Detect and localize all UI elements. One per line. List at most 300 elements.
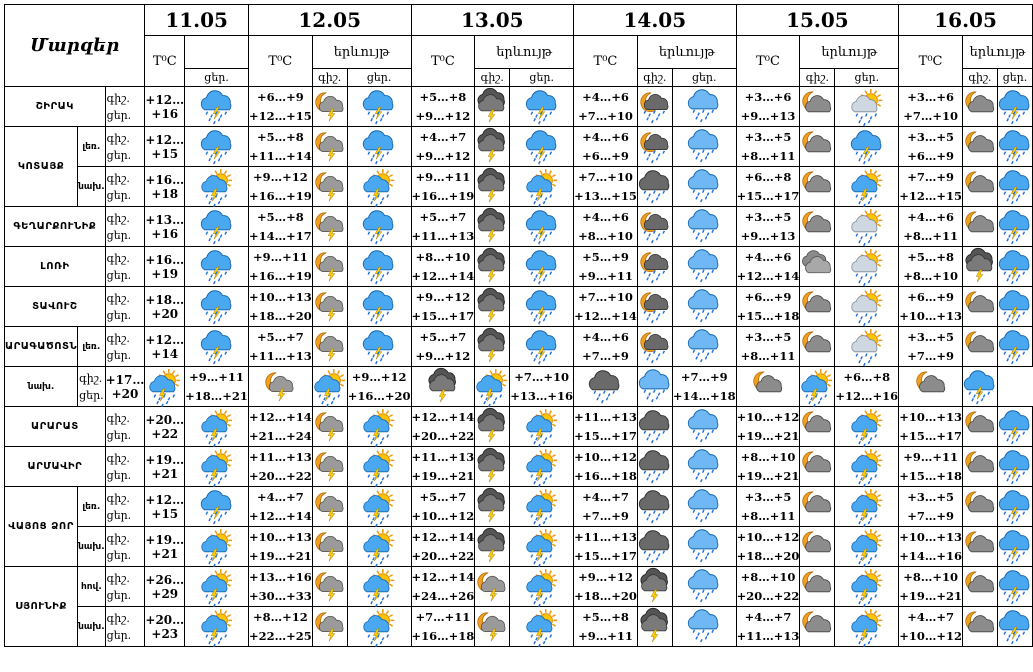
weather-rain-icon [672, 567, 736, 607]
night-temp: +8…+10 [903, 569, 958, 584]
weather-rain-storm-icon [347, 287, 411, 327]
weather-sun-storm-icon [347, 607, 411, 647]
weather-rain-storm-icon [997, 127, 1032, 167]
day-temp: +10…+12 [411, 508, 475, 523]
temp-cell [248, 567, 312, 607]
weather-rain-storm-icon [185, 247, 249, 287]
temp-cell [411, 87, 475, 127]
temp-cell: +16…+19 [145, 247, 185, 287]
weather-rain-icon [672, 127, 736, 167]
weather-rain-icon [672, 287, 736, 327]
weather-rain-storm-icon [997, 527, 1032, 567]
weather-moon-cloud-icon [800, 287, 835, 327]
night-temp: +4…+7 [582, 489, 629, 504]
day-temp: +12…+14 [411, 268, 475, 283]
night-temp: +12…+14 [411, 409, 475, 424]
day-temp: +21…+24 [248, 428, 312, 443]
subregion-name: լեռ. [78, 127, 106, 167]
table-row [5, 367, 1033, 407]
day-temp: +15…+17 [574, 548, 637, 563]
day-temp: +18…+20 [248, 308, 312, 323]
weather-moon-storm-icon [312, 447, 347, 487]
night-temp: +4…+7 [744, 609, 792, 624]
temp-cell [899, 287, 963, 327]
day-label: ցեր. [106, 308, 132, 322]
temp-cell: +17…+20 [105, 367, 145, 407]
weather-dark-storm-icon [475, 287, 510, 327]
day-temp: +16…+19 [411, 188, 475, 203]
temp-cell [185, 367, 249, 407]
weather-moon-storm-icon [248, 367, 312, 407]
night-temp: +5…+7 [419, 489, 467, 504]
weather-moon-cloud-icon [962, 487, 997, 527]
weather-dark-storm-icon [475, 87, 510, 127]
day-temp: +7…+9 [907, 508, 954, 523]
day-subheader: ցեր. [510, 69, 574, 87]
weather-sun-storm-icon [835, 527, 899, 567]
day-temp: +19…+21 [899, 588, 962, 603]
day-temp: +10…+12 [899, 628, 962, 643]
weather-moon-storm-icon [312, 567, 347, 607]
temp-cell [899, 487, 963, 527]
weather-moon-cloud-icon [962, 207, 997, 247]
night-temp: +6…+8 [744, 169, 792, 184]
weather-rain-storm-icon [997, 607, 1032, 647]
day-temp: +6…+9 [907, 148, 954, 163]
weather-moon-storm-icon [312, 527, 347, 567]
temp-cell: +13…+16 [145, 207, 185, 247]
day-temp: +7…+10 [903, 108, 958, 123]
table-row [5, 567, 1033, 607]
weather-rain-cloud-icon [574, 367, 638, 407]
day-temp: +11…+14 [248, 148, 312, 163]
temp-cell [736, 87, 800, 127]
day-label: ցեր. [106, 588, 132, 602]
temp-cell [411, 327, 475, 367]
region-name: ՏԱՎՈՒՇ [5, 287, 106, 327]
night-temp: +3…+6 [907, 89, 954, 104]
temp-cell: +20…+22 [145, 407, 185, 447]
temp-cell: +16…+18 [145, 167, 185, 207]
weather-sun-storm-icon [510, 407, 574, 447]
day-temp: +12…+14 [736, 268, 800, 283]
region-name: ԱՐԱԳԱԾՈՏՆ [5, 327, 78, 367]
weather-dark-storm-icon [475, 447, 510, 487]
temp-cell [411, 127, 475, 167]
phenomenon-header: երևույթ [475, 36, 574, 69]
weather-rain-icon [672, 607, 736, 647]
temp-cell [672, 367, 736, 407]
temp-cell [899, 407, 963, 447]
weather-rain-cloud-icon [637, 407, 672, 447]
night-temp: +5…+8 [256, 129, 304, 144]
night-temp: +9…+11 [415, 169, 471, 184]
region-name: ԱՐԱՐԱՏ [5, 407, 106, 447]
temp-cell [736, 447, 800, 487]
weather-moon-storm-icon [475, 567, 510, 607]
temp-cell [248, 447, 312, 487]
weather-dark-storm-icon [475, 327, 510, 367]
day-temp: +8…+10 [903, 268, 958, 283]
night-temp: +9…+12 [415, 289, 471, 304]
day-temp: +15…+17 [736, 188, 800, 203]
night-temp: +11…+13 [574, 409, 637, 424]
temp-cell [899, 567, 963, 607]
weather-rain-storm-icon [997, 407, 1032, 447]
day-label: ցեր. [106, 628, 132, 642]
night-label: գիշ. [106, 611, 130, 625]
temp-cell [248, 607, 312, 647]
weather-sun-storm-icon [185, 567, 249, 607]
day-temp: +16…+19 [248, 268, 312, 283]
night-temp: +10…+13 [899, 409, 962, 424]
day-temp: +18…+20 [574, 588, 637, 603]
day-temp: +7…+9 [582, 348, 629, 363]
weather-moon-cloud-icon [962, 87, 997, 127]
day-temp: +15…+18 [899, 468, 962, 483]
weather-moon-storm-icon [312, 327, 347, 367]
weather-moon-rain-icon [637, 207, 672, 247]
day-temp: +16…+18 [574, 468, 637, 483]
weather-dark-storm-icon [637, 607, 672, 647]
weather-rain-storm-icon [185, 327, 249, 367]
weather-moon-storm-icon [312, 607, 347, 647]
temp-cell: +12…+16 [145, 87, 185, 127]
weather-rain-icon [672, 327, 736, 367]
temp-cell [899, 247, 963, 287]
night-temp: +8…+10 [740, 449, 796, 464]
region-name: ՍՅՈՒՆԻՔ [5, 567, 78, 647]
weather-rain-icon [672, 527, 736, 567]
weather-sun-storm-icon [510, 607, 574, 647]
subregion-name: լեռ. [78, 487, 106, 527]
day-night-labels [105, 607, 145, 647]
night-temp: +7…+9 [907, 169, 954, 184]
day-label: ցեր. [106, 348, 132, 362]
temp-cell [899, 527, 963, 567]
day-night-labels [105, 567, 145, 607]
day-label: ցեր. [106, 148, 132, 162]
weather-moon-rain-icon [637, 327, 672, 367]
night-label: գիշ. [106, 171, 130, 185]
weather-rain-icon [672, 87, 736, 127]
weather-moon-cloud-icon [962, 127, 997, 167]
temp-cell [574, 127, 638, 167]
weather-rain-icon [672, 407, 736, 447]
table-row [5, 607, 1033, 647]
weather-rain-cloud-icon [637, 167, 672, 207]
night-temp: +5…+8 [419, 89, 467, 104]
night-label: գիշ. [106, 331, 130, 345]
weather-sun-storm-icon [510, 567, 574, 607]
temp-cell [736, 607, 800, 647]
weather-rain-storm-icon [997, 487, 1032, 527]
weather-rain-storm-icon [962, 367, 997, 407]
night-temp: +3…+5 [744, 489, 792, 504]
weather-grey-cloud-icon [800, 247, 835, 287]
day-temp: +8…+11 [740, 148, 796, 163]
table-row [5, 247, 1033, 287]
day-temp: +15…+18 [736, 308, 800, 323]
table-row [5, 447, 1033, 487]
temp-cell [411, 407, 475, 447]
day-temp: +19…+21 [736, 428, 800, 443]
weather-moon-cloud-icon [800, 207, 835, 247]
day-temp: +12…+14 [574, 308, 637, 323]
weather-sun-storm-icon [347, 167, 411, 207]
temp-cell [736, 207, 800, 247]
temp-cell [347, 367, 411, 407]
night-temp: +7…+10 [514, 369, 570, 384]
day-temp: +9…+12 [415, 108, 471, 123]
weather-sun-storm-icon [185, 167, 249, 207]
night-temp: +3…+5 [907, 489, 954, 504]
weather-sun-storm-icon [347, 407, 411, 447]
weather-sun-storm-icon [835, 447, 899, 487]
weather-rain-storm-icon [510, 327, 574, 367]
temp-cell: +12…+15 [145, 127, 185, 167]
weather-dark-storm-icon [475, 207, 510, 247]
day-subheader: ցեր. [347, 69, 411, 87]
table-row [5, 527, 1033, 567]
day-night-labels [105, 527, 145, 567]
night-temp: +5…+9 [582, 249, 629, 264]
weather-moon-storm-icon [312, 407, 347, 447]
temp-cell [411, 207, 475, 247]
weather-moon-storm-icon [312, 167, 347, 207]
night-temp: +12…+14 [411, 569, 475, 584]
day-temp: +6…+9 [582, 148, 629, 163]
night-temp: +6…+8 [843, 369, 891, 384]
day-night-labels [105, 487, 145, 527]
weather-rain-cloud-icon [637, 527, 672, 567]
weather-moon-rain-icon [637, 287, 672, 327]
phenomenon-header: երևույթ [800, 36, 899, 69]
weather-rain-storm-icon [997, 327, 1032, 367]
temp-header: T⁰C [145, 36, 185, 87]
temp-header: T⁰C [411, 36, 475, 87]
weather-sun-storm-icon [347, 447, 411, 487]
subregion-name: նախ. [78, 167, 106, 207]
weather-moon-storm-icon [312, 87, 347, 127]
night-temp: +4…+6 [582, 209, 629, 224]
day-temp: +7…+9 [907, 348, 954, 363]
night-temp: +6…+9 [744, 289, 792, 304]
temp-cell [248, 87, 312, 127]
weather-dark-storm-icon [475, 527, 510, 567]
region-name: ԱՐՄԱՎԻՐ [5, 447, 106, 487]
day-temp: +20…+22 [736, 588, 800, 603]
temp-cell [574, 487, 638, 527]
region-name: ՇԻՐԱԿ [5, 87, 106, 127]
day-temp: +22…+25 [248, 628, 312, 643]
temp-cell [574, 287, 638, 327]
temp-cell [248, 327, 312, 367]
day-temp: +8…+11 [740, 508, 796, 523]
weather-moon-rain-icon [637, 87, 672, 127]
table-row [5, 127, 1033, 167]
weather-moon-cloud-icon [800, 447, 835, 487]
weather-rain-icon [672, 207, 736, 247]
day-night-labels [105, 447, 145, 487]
temp-cell [248, 487, 312, 527]
night-temp: +4…+6 [582, 329, 629, 344]
phenomenon-header: երևույթ [637, 36, 736, 69]
weather-sun-storm-icon [347, 527, 411, 567]
night-label: գիշ. [79, 371, 103, 385]
day-header-1: 11.05 [145, 5, 249, 36]
day-night-labels [105, 167, 145, 207]
night-temp: +10…+13 [248, 529, 312, 544]
day-night-labels [105, 127, 145, 167]
weather-moon-cloud-icon [962, 447, 997, 487]
day-label: ցեր. [79, 388, 104, 402]
weather-moon-cloud-icon [800, 487, 835, 527]
weather-rain-storm-icon [185, 207, 249, 247]
night-temp: +5…+8 [256, 209, 304, 224]
weather-rain-icon [672, 167, 736, 207]
day-night-labels [105, 407, 145, 447]
weather-moon-rain-icon [637, 127, 672, 167]
weather-rain-icon [672, 447, 736, 487]
weather-sun-storm-icon [800, 367, 835, 407]
subregion-name: նախ. [5, 367, 78, 407]
phenomenon-header-empty [185, 36, 249, 69]
night-temp: +5…+7 [419, 329, 467, 344]
temp-cell [574, 447, 638, 487]
day-label: ցեր. [106, 108, 132, 122]
weather-dark-storm-icon [637, 567, 672, 607]
temp-cell [411, 607, 475, 647]
night-label: գիշ. [106, 451, 130, 465]
temp-cell [574, 207, 638, 247]
temp-cell [574, 327, 638, 367]
weather-sun-storm-icon [185, 607, 249, 647]
table-row [5, 487, 1033, 527]
temp-cell [736, 527, 800, 567]
weather-rain-cloud-icon [637, 447, 672, 487]
day-temp: +19…+21 [248, 548, 312, 563]
night-temp: +4…+7 [256, 489, 304, 504]
weather-sun-storm-icon [835, 607, 899, 647]
night-temp: +10…+12 [574, 449, 637, 464]
weather-sun-storm-icon [185, 407, 249, 447]
weather-rain-storm-icon [510, 207, 574, 247]
day-temp: +8…+11 [740, 348, 796, 363]
weather-sun-storm-icon [510, 447, 574, 487]
night-temp: +4…+7 [419, 129, 467, 144]
weather-moon-cloud-icon [962, 527, 997, 567]
night-temp: +9…+12 [578, 569, 633, 584]
night-temp: +9…+12 [252, 169, 308, 184]
temp-cell [574, 87, 638, 127]
temp-cell [248, 167, 312, 207]
weather-rain-storm-icon [997, 87, 1032, 127]
night-subheader: գիշ. [312, 69, 347, 87]
weather-rain-storm-icon [510, 127, 574, 167]
temp-header: T⁰C [899, 36, 963, 87]
temp-cell: +19…+21 [145, 527, 185, 567]
weather-moon-storm-icon [312, 487, 347, 527]
day-header-4: 14.05 [574, 5, 737, 36]
weather-rain-storm-icon [510, 87, 574, 127]
night-label: գիշ. [106, 531, 130, 545]
table-row [5, 407, 1033, 447]
weather-rain-storm-icon [510, 287, 574, 327]
weather-rain-storm-icon [185, 287, 249, 327]
night-label: գիշ. [106, 131, 130, 145]
day-temp: +9…+11 [578, 268, 633, 283]
weather-rain-storm-icon [185, 87, 249, 127]
phenomenon-header: երևույթ [962, 36, 1032, 69]
day-temp: +18…+21 [185, 388, 248, 403]
temp-cell [736, 487, 800, 527]
day-temp: +14…+17 [248, 228, 312, 243]
night-label: գիշ. [106, 291, 130, 305]
weather-sun-storm-icon [145, 367, 185, 407]
day-temp: +10…+13 [899, 308, 962, 323]
region-name: ԼՈՌԻ [5, 247, 106, 287]
region-name: ԿՈՏԱՅՔ [5, 127, 78, 207]
night-temp: +10…+12 [736, 409, 800, 424]
weather-moon-cloud-icon [736, 367, 800, 407]
weather-sun-rain-icon [835, 87, 899, 127]
day-temp: +12…+15 [899, 188, 962, 203]
night-temp: +3…+5 [907, 129, 954, 144]
temp-cell [736, 287, 800, 327]
day-temp: +9…+12 [415, 348, 471, 363]
table-row [5, 207, 1033, 247]
night-temp: +6…+9 [256, 89, 304, 104]
weather-sun-storm-icon [510, 167, 574, 207]
weather-rain-storm-icon [835, 127, 899, 167]
weather-moon-cloud-icon [962, 327, 997, 367]
temp-header: T⁰C [248, 36, 312, 87]
day-temp: +11…+13 [736, 628, 800, 643]
night-subheader: գիշ. [475, 69, 510, 87]
day-label: ցեր. [106, 188, 132, 202]
day-temp: +8…+10 [578, 228, 633, 243]
weather-rain-storm-icon [997, 207, 1032, 247]
night-temp: +4…+6 [744, 249, 792, 264]
day-temp: +20…+22 [411, 548, 475, 563]
day-night-labels [105, 87, 145, 127]
weather-sun-rain-icon [835, 207, 899, 247]
weather-moon-cloud-icon [800, 527, 835, 567]
temp-cell [736, 247, 800, 287]
night-label: գիշ. [106, 211, 130, 225]
night-temp: +9…+11 [903, 449, 958, 464]
day-temp: +20…+22 [411, 428, 475, 443]
weather-rain-cloud-icon [637, 487, 672, 527]
night-label: գիշ. [106, 491, 130, 505]
weather-rain-storm-icon [997, 167, 1032, 207]
weather-rain-storm-icon [347, 247, 411, 287]
day-header-5: 15.05 [736, 5, 899, 36]
day-night-labels [105, 207, 145, 247]
temp-cell [574, 407, 638, 447]
weather-sun-storm-icon [835, 167, 899, 207]
temp-cell [248, 127, 312, 167]
table-row [5, 167, 1033, 207]
temp-cell [899, 207, 963, 247]
day-temp: +16…+20 [347, 388, 411, 403]
night-temp: +4…+6 [907, 209, 954, 224]
day-temp: +16…+18 [411, 628, 475, 643]
day-temp: +16…+19 [248, 188, 312, 203]
temp-cell [899, 327, 963, 367]
temp-cell [899, 87, 963, 127]
